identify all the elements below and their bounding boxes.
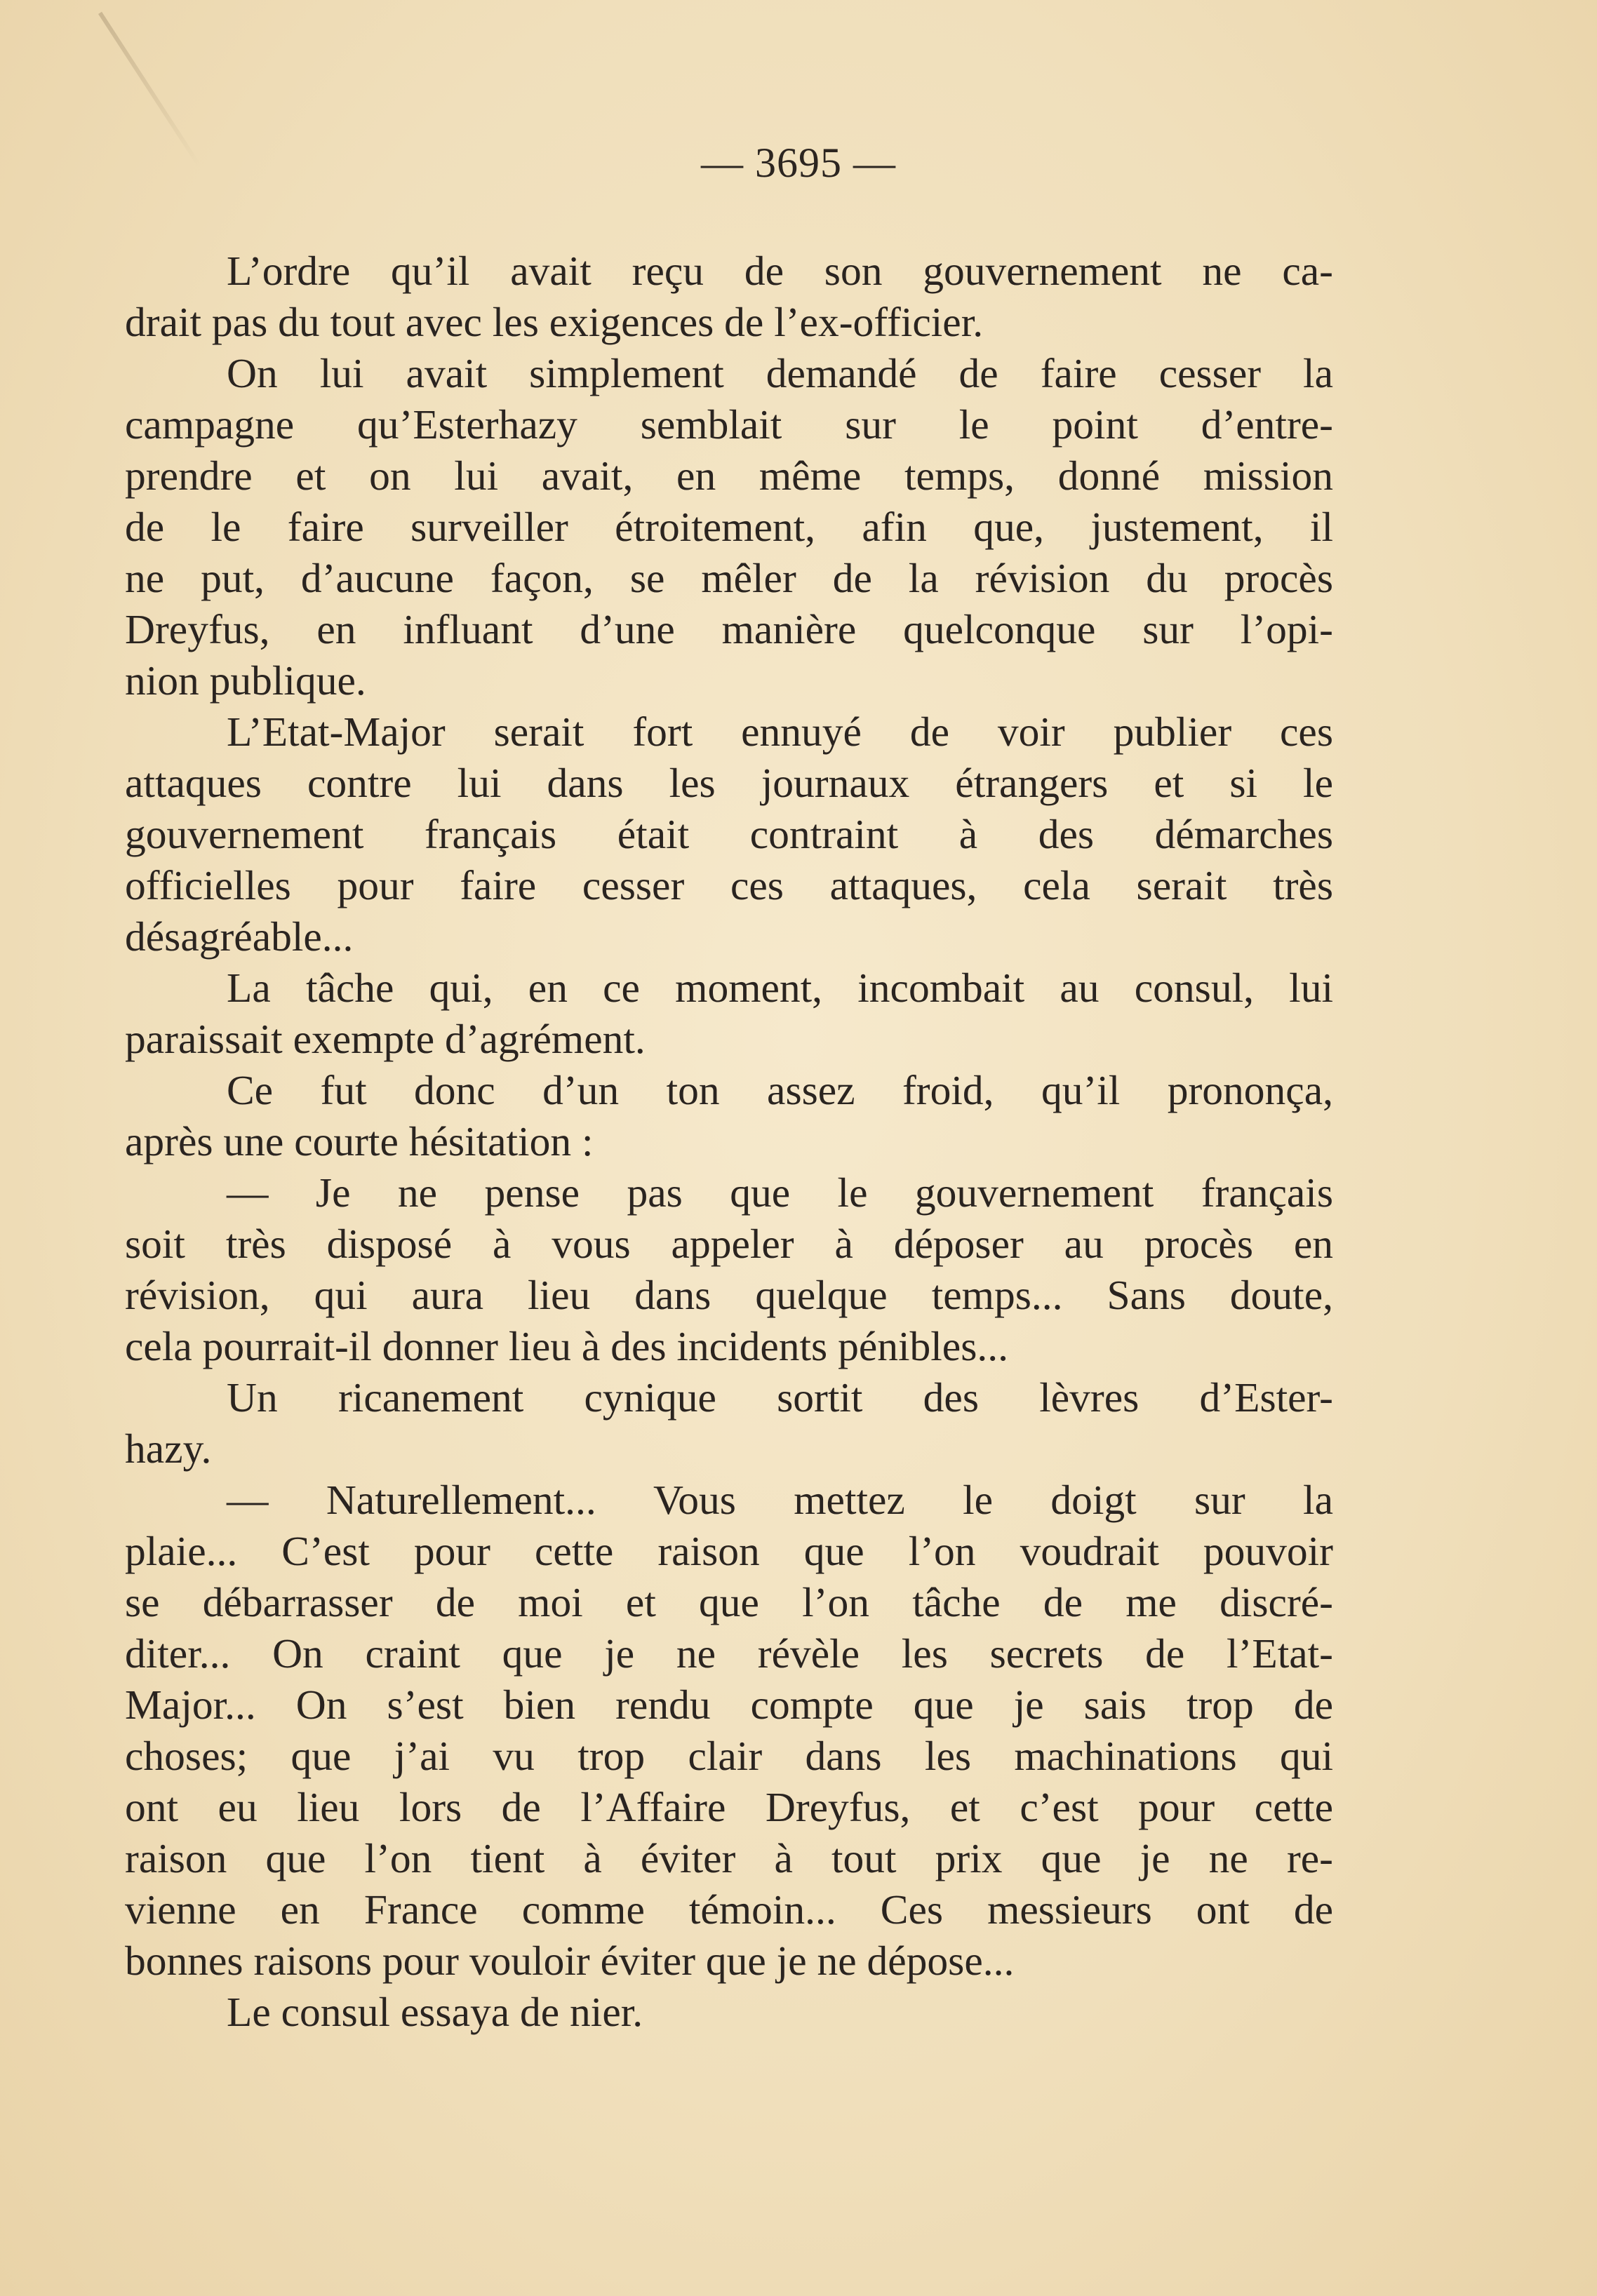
- text-line: Ce fut donc d’un ton assez froid, qu’il prononça,: [227, 1067, 1333, 1113]
- text-line: Un ricanement cynique sortit des lèvres d’Ester-: [227, 1374, 1333, 1421]
- text-line: cela pourrait-il donner lieu à des incidents pénibles...: [125, 1323, 1009, 1369]
- text-line: ont eu lieu lors de l’Affaire Dreyfus, et c’est pour cette: [125, 1784, 1333, 1830]
- text-line: attaques contre lui dans les journaux étrangers et si le: [125, 760, 1333, 806]
- text-line: paraissait exempte d’agrément.: [125, 1016, 646, 1062]
- body-text: [125, 246, 1333, 2038]
- text-line: gouvernement français était contraint à des démarches: [125, 811, 1333, 857]
- text-line: officielles pour faire cesser ces attaques, cela serait très: [125, 862, 1333, 908]
- text-line: campagne qu’Esterhazy semblait sur le point d’entre-: [125, 401, 1333, 448]
- text-line: prendre et on lui avait, en même temps, donné mission: [125, 452, 1333, 499]
- text-line: après une courte hésitation :: [125, 1118, 594, 1164]
- text-line: nion publique.: [125, 657, 366, 704]
- text-line: désagréable...: [125, 913, 354, 960]
- text-line: choses; que j’ai vu trop clair dans les machinations qui: [125, 1733, 1333, 1779]
- text-line: drait pas du tout avec les exigences de l’ex-officier.: [125, 299, 984, 345]
- page-number: — 3695 —: [701, 140, 896, 186]
- text-line: soit très disposé à vous appeler à déposer au procès en: [125, 1221, 1333, 1267]
- text-line: La tâche qui, en ce moment, incombait au consul, lui: [227, 965, 1333, 1011]
- text-line: Le consul essaya de nier.: [227, 1989, 643, 2035]
- text-line: se débarrasser de moi et que l’on tâche de me discré-: [125, 1579, 1333, 1625]
- text-line: plaie... C’est pour cette raison que l’on voudrait pouvoir: [125, 1528, 1333, 1574]
- text-line: On lui avait simplement demandé de faire cesser la: [227, 350, 1333, 396]
- text-line: — Je ne pense pas que le gouvernement français: [227, 1169, 1333, 1216]
- text-line: raison que l’on tient à éviter à tout prix que je ne re-: [125, 1835, 1333, 1881]
- text-line: bonnes raisons pour vouloir éviter que je ne dépose...: [125, 1938, 1015, 1984]
- text-line: révision, qui aura lieu dans quelque temps... Sans doute,: [125, 1272, 1333, 1318]
- text-line: L’ordre qu’il avait reçu de son gouvernement ne ca-: [227, 248, 1333, 294]
- text-line: — Naturellement... Vous mettez le doigt sur la: [227, 1477, 1333, 1523]
- text-line: de le faire surveiller étroitement, afin que, justement, il: [125, 504, 1333, 550]
- text-line: diter... On craint que je ne révèle les secrets de l’Etat-: [125, 1630, 1333, 1677]
- text-line: ne put, d’aucune façon, se mêler de la révision du procès: [125, 555, 1333, 601]
- text-line: vienne en France comme témoin... Ces messieurs ont de: [125, 1886, 1333, 1933]
- text-line: L’Etat-Major serait fort ennuyé de voir publier ces: [227, 709, 1333, 755]
- text-line: Major... On s’est bien rendu compte que je sais trop de: [125, 1681, 1333, 1728]
- text-line: hazy.: [125, 1425, 212, 1472]
- text-line: Dreyfus, en influant d’une manière quelconque sur l’opi-: [125, 606, 1333, 652]
